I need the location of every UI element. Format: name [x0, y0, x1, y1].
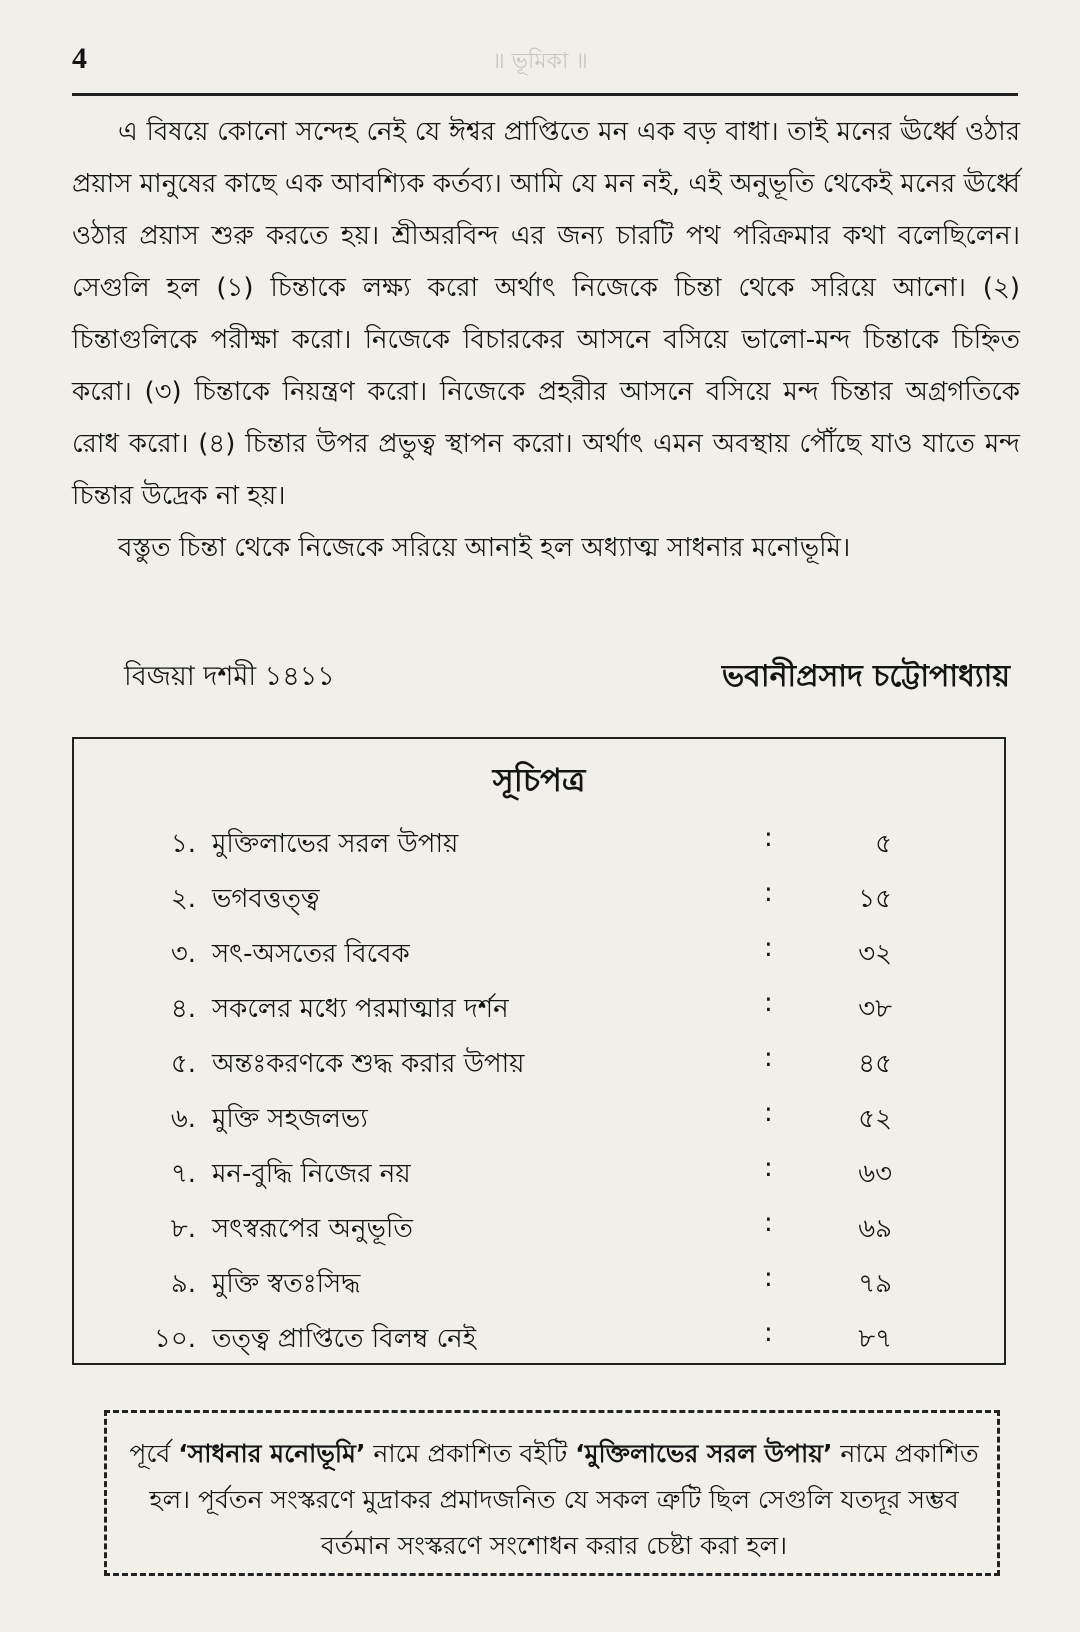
toc-entry	[74, 1145, 1004, 1200]
toc-entry-separator: :	[764, 1208, 773, 1238]
signature-author: ভবানীপ্রসাদ চট্টোপাধ্যায়	[721, 659, 1010, 694]
toc-entry-title: তত্ত্ব প্রাপ্তিতে বিলম্ব নেই	[212, 1324, 477, 1354]
signature-date: বিজয়া দশমী ১৪১১	[124, 661, 335, 692]
toc-entry-separator: :	[764, 1098, 773, 1128]
toc-entry	[74, 1200, 1004, 1255]
toc-entry-title: মুক্তিলাভের সরল উপায়	[212, 829, 459, 859]
note-text-part: নামে প্রকাশিত বইটি	[365, 1439, 576, 1468]
toc-entry-separator: :	[764, 1263, 773, 1293]
note-text-part: নামে প্রকাশিত হল। পূর্বতন সংস্করণে মুদ্রাকর প্রমাদজনিত যে সকল ত্রুটি ছিল সেগুলি যতদূর সম্ভব বর্তমান সংস্করণে সংশোধন করার চেষ্টা করা হল।	[149, 1439, 979, 1560]
toc-entry	[74, 1035, 1004, 1090]
toc-entry	[74, 1255, 1004, 1310]
introduction-paragraph: এ বিষয়ে কোনো সন্দেহ নেই যে ঈশ্বর প্রাপ্তিতে মন এক বড় বাধা। তাই মনের ঊর্ধ্বে ওঠার প্রয়াস মানুষের কাছে এক আবশ্যিক কর্তব্য। আমি যে মন নই, এই অনুভূতি থেকেই মনের ঊর্ধ্বে ওঠার প্রয়াস শুরু করতে হয়। শ্রীঅরবিন্দ এর জন্য চারটি পথ পরিক্রমার কথা বলেছিলেন। সেগুলি হল (১) চিন্তাকে লক্ষ্য করো অর্থাৎ নিজেকে চিন্তা থেকে সরিয়ে আনো। (২) চিন্তাগুলিকে পরীক্ষা করো। নিজেকে বিচারকের আসনে বসিয়ে ভালো-মন্দ চিন্তাকে চিহ্নিত করো। (৩) চিন্তাকে নিয়ন্ত্রণ করো। নিজেকে প্রহরীর আসনে বসিয়ে মন্দ চিন্তার অগ্রগতিকে রোধ করো। (৪) চিন্তার উপর প্রভুত্ব স্থাপন করো। অর্থাৎ এমন অবস্থায় পৌঁছে যাও যাতে মন্দ চিন্তার উদ্রেক না হয়।	[72, 117, 1020, 511]
toc-entry-number: ৬.	[170, 1104, 196, 1134]
header-rule	[72, 93, 1018, 96]
toc-entry-separator: :	[764, 1318, 773, 1348]
toc-entry-number: ৭.	[170, 1159, 196, 1189]
toc-entry	[74, 1090, 1004, 1145]
toc-entry-title: ভগবত্তত্ত্ব	[212, 884, 320, 914]
toc-entry-page: ৬৯	[858, 1214, 892, 1244]
toc-entry-number: ৩.	[170, 939, 196, 969]
toc-entry-title: মুক্তি সহজলভ্য	[212, 1104, 368, 1134]
edition-note-text	[125, 1431, 983, 1569]
toc-entry-number: ১.	[170, 829, 196, 859]
introduction-paragraph: বস্তুত চিন্তা থেকে নিজেকে সরিয়ে আনাই হল অধ্যাত্ম সাধনার মনোভূমি।	[118, 533, 851, 563]
toc-entry-page: ৫২	[858, 1104, 892, 1134]
toc-entry-number: ৮.	[170, 1214, 196, 1244]
toc-entry-title: সকলের মধ্যে পরমাত্মার দর্শন	[212, 994, 509, 1024]
signature-line	[72, 652, 1020, 702]
toc-entry-title: মুক্তি স্বতঃসিদ্ধ	[212, 1269, 361, 1299]
note-text-part: পূর্বে	[129, 1439, 179, 1468]
toc-entry	[74, 925, 1004, 980]
toc-entry-separator: :	[764, 1153, 773, 1183]
toc-entry-page: ৩৮	[858, 994, 892, 1024]
toc-entry-title: সৎ-অসতের বিবেক	[212, 939, 410, 969]
toc-entry-page: ৬৩	[858, 1159, 892, 1189]
note-new-title: ‘মুক্তিলাভের সরল উপায়’	[575, 1439, 833, 1468]
table-of-contents	[72, 737, 1006, 1365]
toc-list	[74, 815, 1004, 1365]
toc-entry-separator: :	[764, 1043, 773, 1073]
toc-entry-number: ৫.	[170, 1049, 196, 1079]
toc-title: সূচিপত্র	[492, 761, 586, 799]
toc-entry-title: সৎস্বরূপের অনুভূতি	[212, 1214, 413, 1244]
toc-entry	[74, 980, 1004, 1035]
toc-entry-separator: :	[764, 933, 773, 963]
toc-entry-number: ৯.	[170, 1269, 196, 1299]
toc-entry-title: অন্তঃকরণকে শুদ্ধ করার উপায়	[212, 1049, 525, 1079]
toc-entry-page: ১৫	[858, 884, 892, 914]
introduction	[72, 106, 1020, 574]
toc-entry-number: ৪.	[170, 994, 196, 1024]
toc-entry-page: ৭৯	[858, 1269, 892, 1299]
toc-entry-separator: :	[764, 878, 773, 908]
toc-entry-number: ২.	[170, 884, 196, 914]
toc-entry-page: ৮৭	[858, 1324, 892, 1354]
toc-entry-page: ৪৫	[858, 1049, 892, 1079]
toc-entry	[74, 815, 1004, 870]
note-old-title: ‘সাধনার মনোভূমি’	[178, 1439, 366, 1468]
toc-entry-title: মন-বুদ্ধি নিজের নয়	[212, 1159, 411, 1189]
page-number: 4	[72, 42, 87, 75]
toc-entry-separator: :	[764, 988, 773, 1018]
toc-entry-page: ৩২	[858, 939, 892, 969]
toc-entry	[74, 870, 1004, 925]
toc-entry-number: ১০.	[153, 1324, 196, 1354]
edition-note	[104, 1410, 1000, 1576]
running-head: ॥ ভূমিকা ॥	[492, 49, 588, 74]
toc-entry-separator: :	[764, 823, 773, 853]
toc-entry-page: ৫	[875, 829, 892, 859]
toc-entry	[74, 1310, 1004, 1365]
